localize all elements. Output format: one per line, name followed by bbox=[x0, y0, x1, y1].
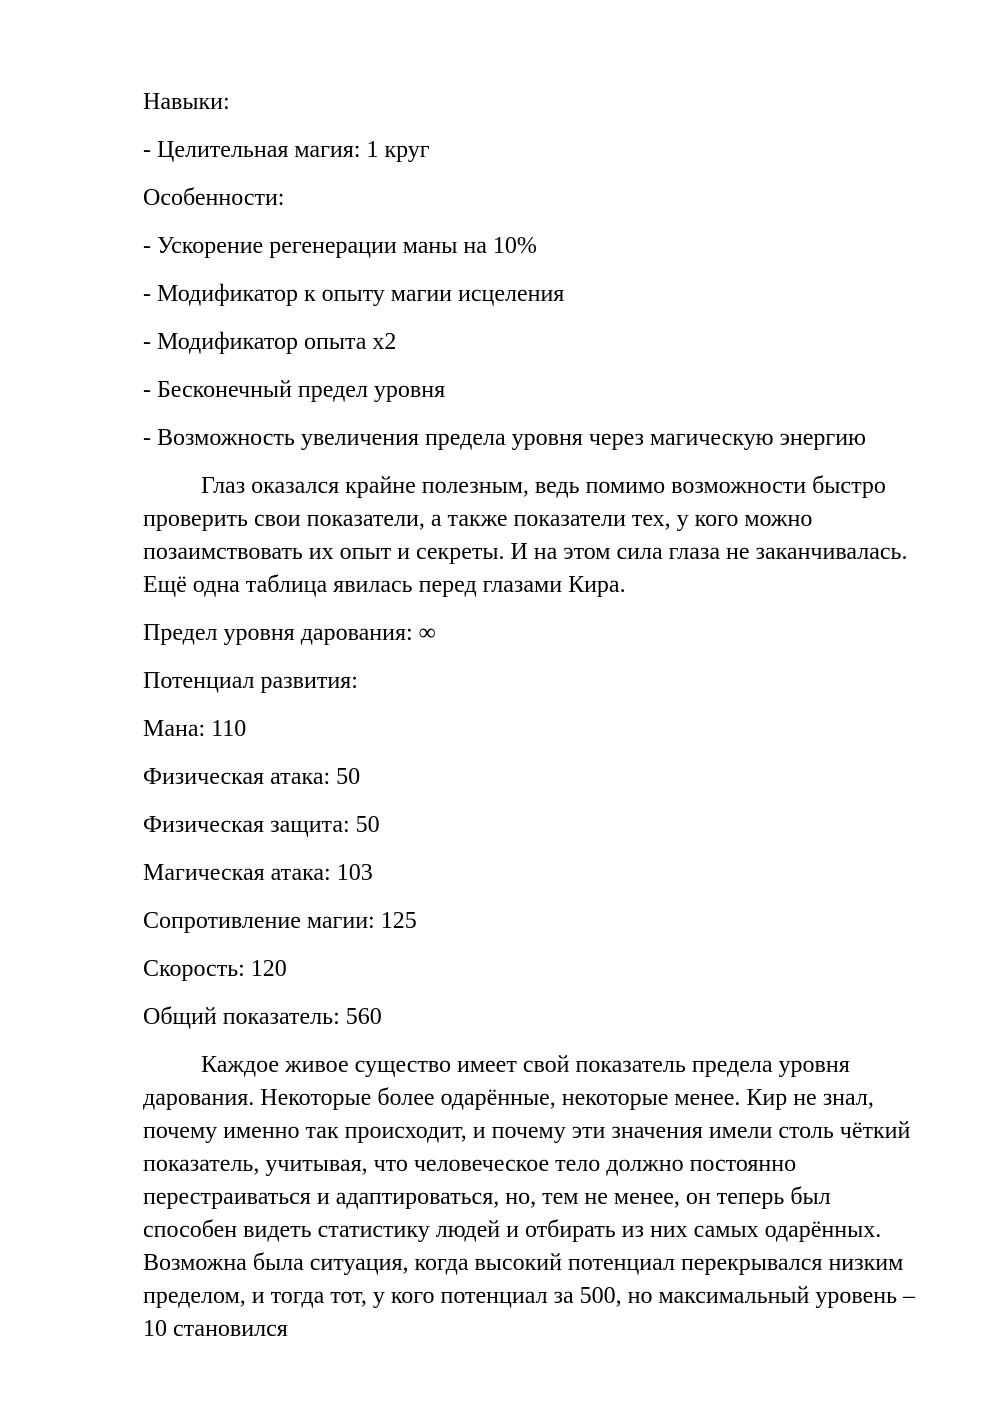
feature-item-exp-modifier-x2: - Модификатор опыта х2 bbox=[143, 329, 397, 355]
document-body bbox=[143, 86, 930, 1346]
stat-speed: Скорость: 120 bbox=[143, 956, 287, 982]
feature-item-level-limit-increase: - Возможность увеличения предела уровня через магическую энергию bbox=[143, 425, 866, 451]
stat-magic-resistance: Сопротивление магии: 125 bbox=[143, 908, 417, 934]
feature-item-mana-regen: - Ускорение регенерации маны на 10% bbox=[143, 233, 537, 259]
features-heading: Особенности: bbox=[143, 185, 285, 211]
stats-heading-potential: Потенциал развития: bbox=[143, 668, 358, 694]
skill-item-healing-magic: - Целительная магия: 1 круг bbox=[143, 137, 430, 163]
narrative-paragraph-talent: Каждое живое существо имеет свой показатель предела уровня дарования. Некоторые более одарённые, некоторые менее. Кир не знал, почему именно так происходит, и почему эти значения имели столь чёткий показатель, учитывая, что человеческое тело должно постоянно перестраиваться и адаптироваться, но, тем не менее, он теперь был способен видеть статистику людей и отбирать из них самых одарённых. Возможна была ситуация, когда высокий потенциал перекрывался низким пределом, и тогда тот, у кого потенциал за 500, но максимальный уровень – 10 становился bbox=[143, 1052, 916, 1342]
stat-mana: Мана: 110 bbox=[143, 716, 247, 742]
feature-item-healing-exp-modifier: - Модификатор к опыту магии исцеления bbox=[143, 281, 565, 307]
stat-magical-attack: Магическая атака: 103 bbox=[143, 860, 373, 886]
stat-total: Общий показатель: 560 bbox=[143, 1004, 382, 1030]
stat-level-limit: Предел уровня дарования: ∞ bbox=[143, 620, 436, 646]
feature-item-infinite-level-limit: - Бесконечный предел уровня bbox=[143, 377, 446, 403]
skills-heading: Навыки: bbox=[143, 89, 230, 115]
stat-physical-defense: Физическая защита: 50 bbox=[143, 812, 380, 838]
stat-physical-attack: Физическая атака: 50 bbox=[143, 764, 361, 790]
narrative-paragraph-eye: Глаз оказался крайне полезным, ведь помимо возможности быстро проверить свои показатели, а также показатели тех, у кого можно позаимствовать их опыт и секреты. И на этом сила глаза не заканчивалась. Ещё одна таблица явилась перед глазами Кира. bbox=[143, 473, 908, 598]
